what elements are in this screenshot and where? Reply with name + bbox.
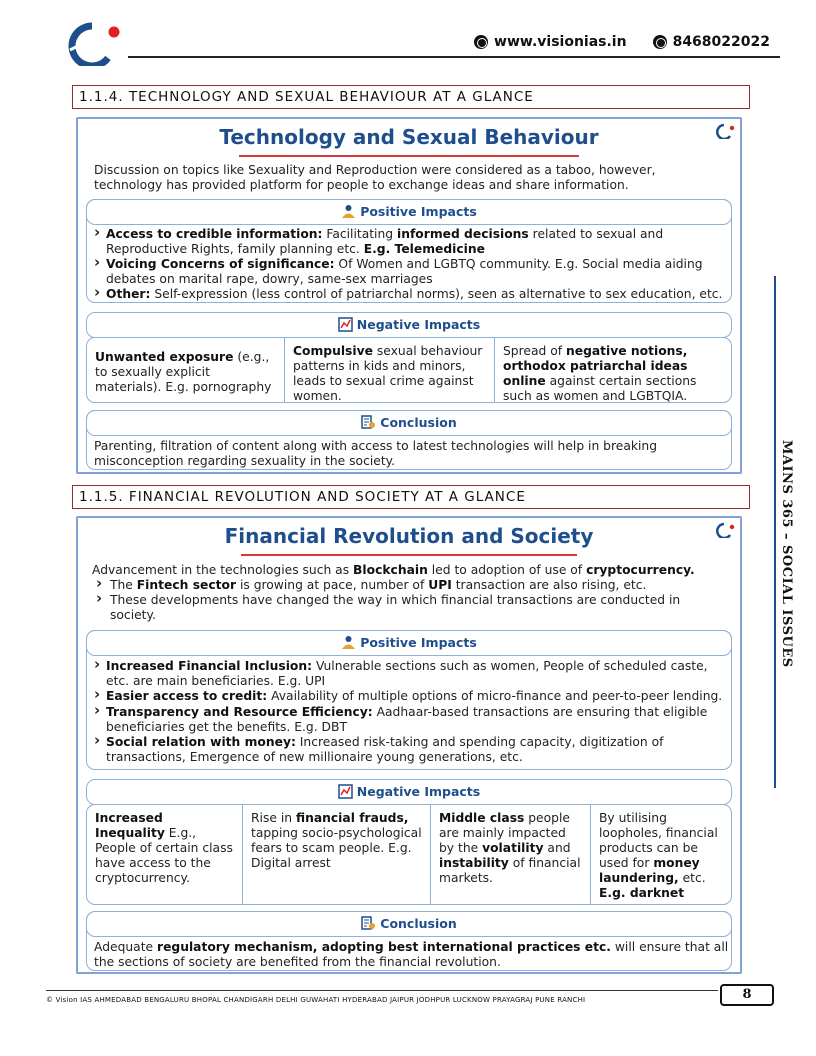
negative-cell: Spread of negative notions, orthodox patriarchal ideas online against certain sections such as women and LGBTQIA. <box>503 344 697 403</box>
intro-bullet: › The Fintech sector is growing at pace, number of UPI transaction are also rising, etc. <box>92 578 726 593</box>
positive-impacts-header: Positive Impacts <box>86 199 732 225</box>
warning-chart-icon <box>338 784 353 799</box>
negative-cell: Middle class people are mainly impacted by the volatility and instability of financial markets. <box>431 805 591 904</box>
page-number: 8 <box>720 984 774 1006</box>
list-item: › Transparency and Resource Efficiency: Aadhaar-based transactions are ensuring that eligible beneficiaries get the benefits. E.g. DBT <box>94 705 730 735</box>
footer-cities: © Vision IAS AHMEDABAD BENGALURU BHOPAL CHANDIGARH DELHI GUWAHATI HYDERABAD JAIPUR JODHPUR LUCKNOW PRAYAGRAJ PUNE RANCHI <box>46 996 586 1004</box>
negative-cell: By utilising loopholes, financial products can be used for money laundering, etc. E.g. darknet <box>599 811 718 900</box>
conclusion-header: Conclusion <box>86 911 732 937</box>
contact-info <box>474 34 770 50</box>
conclusion-icon <box>361 415 376 430</box>
people-icon <box>341 204 356 219</box>
website-link[interactable]: www.visionias.in <box>494 34 627 50</box>
intro-bullet: › These developments have changed the way in which financial transactions are conducted in society. <box>92 593 726 623</box>
phone-icon <box>653 35 667 49</box>
positive-impacts-list <box>94 227 730 302</box>
list-item: › Voicing Concerns of significance: Of Women and LGBTQ community. E.g. Social media aiding debates on marital rape, dowry, same-sex marriages <box>94 257 730 287</box>
side-rule <box>774 276 776 788</box>
section-heading-1-1-4: 1.1.4. TECHNOLOGY AND SEXUAL BEHAVIOUR AT A GLANCE <box>72 85 750 109</box>
section-heading-1-1-5: 1.1.5. FINANCIAL REVOLUTION AND SOCIETY AT A GLANCE <box>72 485 750 509</box>
warning-chart-icon <box>338 317 353 332</box>
vision-ias-logo <box>62 20 124 66</box>
header-rule <box>128 56 780 58</box>
title-underline <box>241 554 577 556</box>
list-item: › Social relation with money: Increased risk-taking and spending capacity, digitization of transactions, Emergence of new millionaire young generations, etc. <box>94 735 730 765</box>
panel-title: Financial Revolution and Society <box>224 524 594 548</box>
negative-cell: Increased Inequality E.g., People of certain class have access to the cryptocurrency. <box>87 805 243 904</box>
title-underline <box>239 155 579 157</box>
list-item: › Easier access to credit: Availability of multiple options of micro-finance and peer-to-peer lending. <box>94 689 730 704</box>
conclusion-text: Parenting, filtration of content along with access to latest technologies will help in breaking misconception regarding sexuality in the society. <box>94 439 657 468</box>
negative-cell: Rise in financial frauds, tapping socio-psychological fears to scam people. E.g. Digital arrest <box>243 805 431 904</box>
panel-intro: Advancement in the technologies such as Blockchain led to adoption of use of cryptocurrency. › The Fintech sector is growing at pace, number of UPI transaction are also rising, etc. › These developments have changed the way in which financial transactions are conducted in society. <box>92 563 726 623</box>
side-label: MAINS 365 – SOCIAL ISSUES <box>779 440 794 668</box>
footer-rule <box>46 990 718 991</box>
list-item: › Increased Financial Inclusion: Vulnerable sections such as women, People of scheduled caste, etc. are main beneficiaries. E.g. UPI <box>94 659 730 689</box>
negative-impacts-grid <box>86 337 732 403</box>
negative-impacts-header: Negative Impacts <box>86 312 732 338</box>
positive-impacts-list <box>94 659 730 765</box>
positive-impacts-header: Positive Impacts <box>86 630 732 656</box>
negative-impacts-header: Negative Impacts <box>86 779 732 805</box>
financial-panel <box>76 516 742 974</box>
panel-intro: Discussion on topics like Sexuality and Reproduction were considered as a taboo, however, technology has provided platform for people to exchange ideas and share information. <box>94 163 656 192</box>
phone-number: 8468022022 <box>672 34 770 50</box>
people-icon <box>341 635 356 650</box>
conclusion-header: Conclusion <box>86 410 732 436</box>
negative-cell: Compulsive sexual behaviour patterns in kids and minors, leads to sexual crime against women. <box>285 338 495 402</box>
globe-icon <box>474 35 488 49</box>
negative-impacts-grid <box>86 804 732 905</box>
negative-cell: Unwanted exposure (e.g., to sexually explicit materials). E.g. pornography <box>87 338 285 402</box>
list-item: › Other: Self-expression (less control of patriarchal norms), seen as alternative to sex education, etc. <box>94 287 730 302</box>
conclusion-text: Adequate regulatory mechanism, adopting best international practices etc. will ensure that all the sections of society are benefited from the financial revolution. <box>94 940 729 969</box>
panel-title: Technology and Sexual Behaviour <box>219 125 599 149</box>
list-item: › Access to credible information: Facilitating informed decisions related to sexual and Reproductive Rights, family planning etc. E.g. Telemedicine <box>94 227 730 257</box>
technology-panel <box>76 117 742 474</box>
conclusion-icon <box>361 916 376 931</box>
